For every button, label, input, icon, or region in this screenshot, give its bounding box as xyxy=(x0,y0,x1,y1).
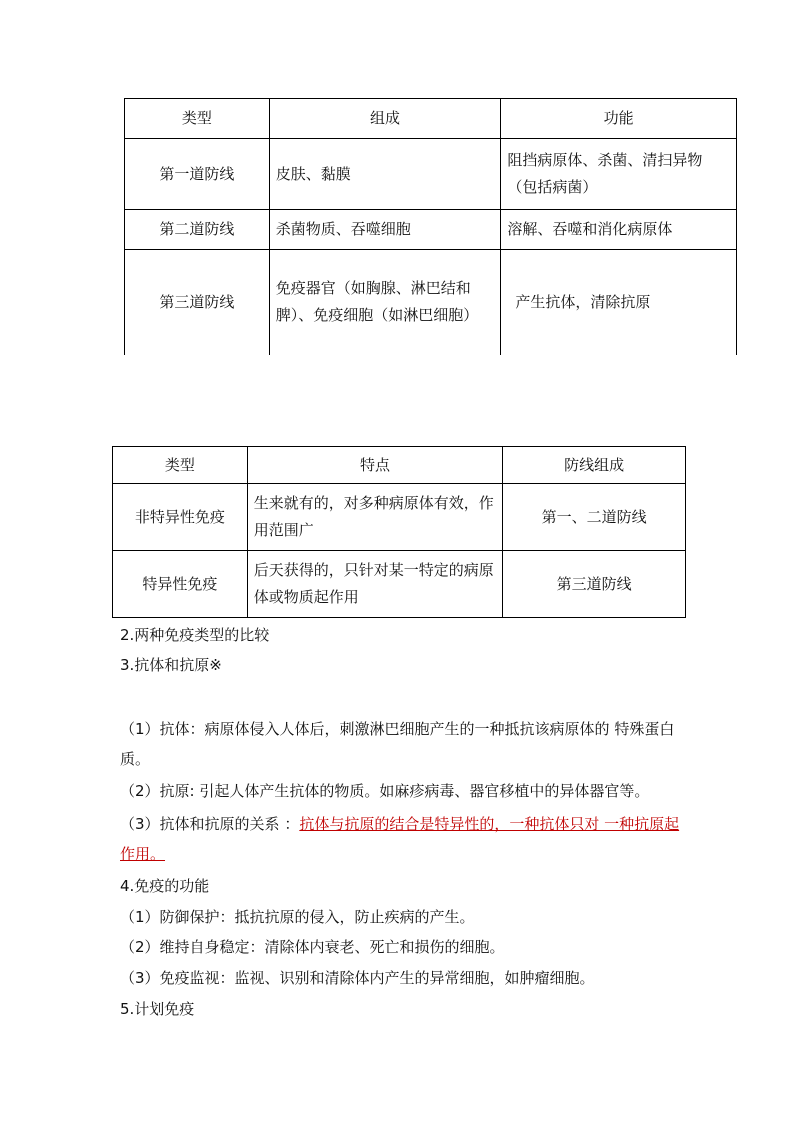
table1-row2-type: 第二道防线 xyxy=(125,210,270,250)
table1-header-type: 类型 xyxy=(125,99,270,139)
function-defense: （1）防御保护：抵抗抗原的侵入，防止疾病的产生。 xyxy=(120,908,475,926)
defense-lines-table xyxy=(124,98,737,355)
table1-header-composition: 组成 xyxy=(269,99,501,139)
table2-header-feature: 特点 xyxy=(247,447,503,484)
section-2-heading: 2.两种免疫类型的比较 xyxy=(120,626,270,644)
relation-prefix: （3）抗体和抗原的关系 ： xyxy=(120,815,300,833)
table1-row3-function: 产生抗体，清除抗原 xyxy=(501,250,737,355)
relation-answer: 抗体与抗原的结合是特异性的，一种抗体只对 一种抗原起作用。 xyxy=(120,815,680,863)
function-surveillance: （3）免疫监视：监视、识别和清除体内产生的异常细胞，如肿瘤细胞。 xyxy=(120,969,595,987)
table2-row1-feature: 生来就有的，对多种病原体有效，作用范围广 xyxy=(247,484,503,551)
table1-row2-composition: 杀菌物质、吞噬细胞 xyxy=(269,210,501,250)
antibody-definition: （1）抗体：病原体侵入人体后，刺激淋巴细胞产生的一种抵抗该病原体的 特殊蛋白质。 xyxy=(120,720,675,768)
table1-row3-type: 第三道防线 xyxy=(125,250,270,355)
table2-row2-type: 特异性免疫 xyxy=(113,551,248,618)
table1-row2-function: 溶解、吞噬和消化病原体 xyxy=(501,210,737,250)
antigen-definition: （2）抗原: 引起人体产生抗体的物质。如麻疹病毒、器官移植中的异体器官等。 xyxy=(120,782,650,800)
table2-header-composition: 防线组成 xyxy=(503,447,686,484)
table1-row1-function: 阻挡病原体、杀菌、清扫异物（包括病菌） xyxy=(501,139,737,210)
table1-header-function: 功能 xyxy=(501,99,737,139)
immunity-types-table xyxy=(112,446,686,618)
section-4-heading: 4.免疫的功能 xyxy=(120,877,210,895)
table1-row3-composition: 免疫器官（如胸腺、淋巴结和脾）、免疫细胞（如淋巴细胞） xyxy=(269,250,501,355)
section-3-heading: 3.抗体和抗原※ xyxy=(120,656,222,674)
table1-row1-type: 第一道防线 xyxy=(125,139,270,210)
table2-row1-type: 非特异性免疫 xyxy=(113,484,248,551)
section-5-heading: 5.计划免疫 xyxy=(120,1000,195,1018)
table2-row2-feature: 后天获得的，只针对某一特定的病原体或物质起作用 xyxy=(247,551,503,618)
function-stability: （2）维持自身稳定：清除体内衰老、死亡和损伤的细胞。 xyxy=(120,938,505,956)
table1-row1-composition: 皮肤、黏膜 xyxy=(269,139,501,210)
table2-row1-composition: 第一、二道防线 xyxy=(503,484,686,551)
table2-row2-composition: 第三道防线 xyxy=(503,551,686,618)
relation-paragraph xyxy=(120,809,680,869)
table2-header-type: 类型 xyxy=(113,447,248,484)
